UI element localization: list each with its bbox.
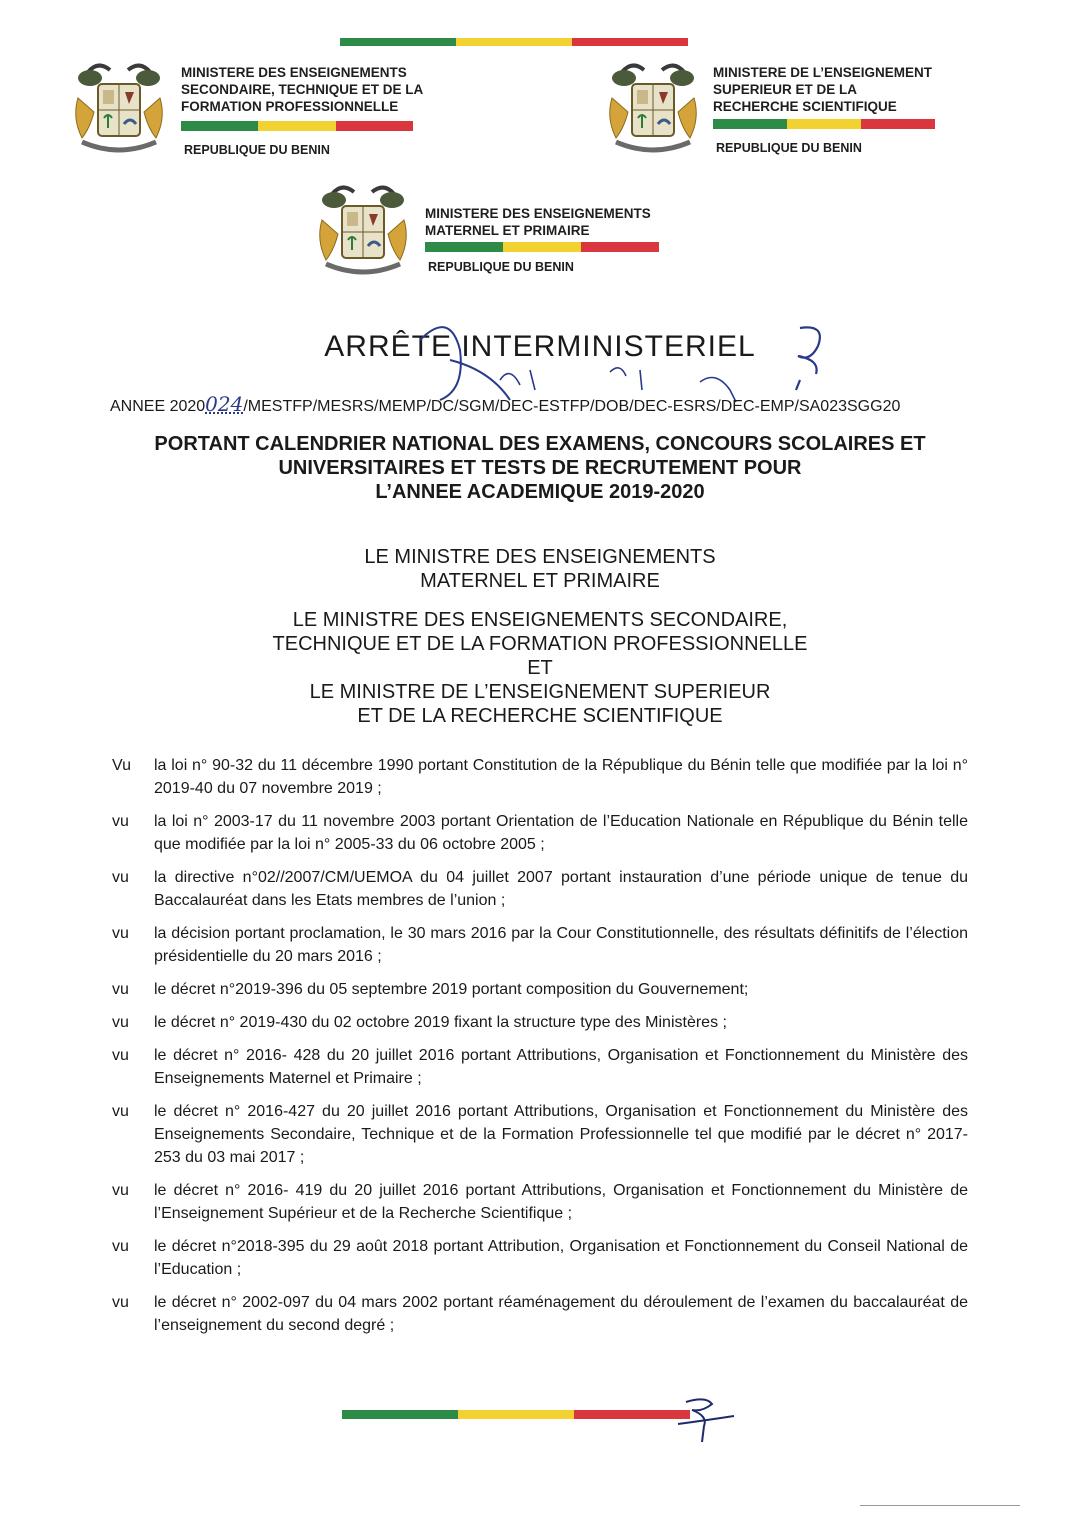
- ministry-name: MINISTERE DES ENSEIGNEMENTS MATERNEL ET PRIMAIRE: [425, 206, 651, 238]
- minister-line: MATERNEL ET PRIMAIRE: [420, 570, 660, 592]
- divider: [860, 1505, 1020, 1506]
- subject-line: UNIVERSITAIRES ET TESTS DE RECRUTEMENT POUR: [278, 457, 802, 479]
- reference-suffix: /MESTFP/MESRS/MEMP/DC/SGM/DEC-ESTFP/DOB/DEC-ESRS/DEC-EMP/SA023SGG20: [243, 398, 901, 415]
- vu-text: le décret n°2019-396 du 05 septembre 2019 portant composition du Gouvernement;: [154, 981, 749, 998]
- reference-handwritten-number: 024: [205, 392, 244, 416]
- vu-text: la décision portant proclamation, le 30 mars 2016 par la Cour Constitutionnelle, des résultats définitifs de l’élection présidentielle du 20 mars 2016 ;: [154, 925, 968, 965]
- vu-text: le décret n° 2019-430 du 02 octobre 2019 fixant la structure type des Ministères ;: [154, 1014, 727, 1031]
- minister-memp: [150, 545, 930, 593]
- bottom-flag-bar: [342, 1410, 690, 1419]
- ministry-name: MINISTERE DE L’ENSEIGNEMENT SUPERIEUR ET DE LA RECHERCHE SCIENTIFIQUE: [713, 65, 933, 114]
- republic-label: REPUBLIQUE DU BENIN: [428, 260, 574, 274]
- top-flag-bar: [340, 38, 688, 46]
- list-item: [108, 1179, 968, 1225]
- minister-conjunction: ET: [527, 657, 553, 679]
- minister-line: TECHNIQUE ET DE LA FORMATION PROFESSIONNELLE: [272, 633, 808, 655]
- vu-label: vu: [112, 869, 129, 886]
- vu-text: le décret n°2018-395 du 29 août 2018 portant Attribution, Organisation et Fonctionnement du Conseil National de l’Education ;: [154, 1238, 968, 1278]
- flag-bar: [425, 242, 659, 252]
- header-center: [425, 205, 685, 274]
- reference-number: [110, 392, 900, 416]
- minister-line: LE MINISTRE DES ENSEIGNEMENTS SECONDAIRE,: [292, 609, 788, 631]
- list-item: [108, 1044, 968, 1090]
- document-subject: [100, 432, 980, 504]
- flag-bar: [181, 121, 413, 131]
- ministry-name: MINISTERE DES ENSEIGNEMENTS SECONDAIRE, TECHNIQUE ET DE LA FORMATION PROFESSIONNELLE: [181, 65, 424, 114]
- vu-text: le décret n° 2016- 428 du 20 juillet 2016 portant Attributions, Organisation et Fonctionnement du Ministère des Enseignements Maternel et Primaire ;: [154, 1047, 968, 1087]
- vu-label: vu: [112, 1294, 129, 1311]
- list-item: [108, 978, 968, 1001]
- vu-label: vu: [112, 981, 129, 998]
- handwritten-initial-icon: [672, 1392, 742, 1448]
- subject-line: PORTANT CALENDRIER NATIONAL DES EXAMENS, CONCOURS SCOLAIRES ET: [154, 433, 926, 455]
- vu-label: vu: [112, 813, 129, 830]
- vu-label: vu: [112, 925, 129, 942]
- republic-label: REPUBLIQUE DU BENIN: [184, 143, 330, 157]
- benin-coat-of-arms-icon: [68, 58, 170, 158]
- minister-line: LE MINISTRE DES ENSEIGNEMENTS: [364, 546, 716, 568]
- vu-label: vu: [112, 1047, 129, 1064]
- vu-text: le décret n° 2016- 419 du 20 juillet 2016 portant Attributions, Organisation et Fonctionnement du Ministère de l’Enseignement Supérieur et de la Recherche Scientifique ;: [154, 1182, 968, 1222]
- list-item: [108, 866, 968, 912]
- minister-line: ET DE LA RECHERCHE SCIENTIFIQUE: [357, 705, 723, 727]
- benin-coat-of-arms-icon: [312, 180, 414, 280]
- vu-text: le décret n° 2016-427 du 20 juillet 2016 portant Attributions, Organisation et Fonctionnement du Ministère des Enseignements Secondaire, Technique et de la Formation Professionnelle tel que modifié par le décret n° 2017-253 du 03 mai 2017 ;: [154, 1103, 968, 1166]
- header-left: [181, 64, 441, 157]
- list-item: [108, 1235, 968, 1281]
- vu-text: le décret n° 2002-097 du 04 mars 2002 portant réaménagement du déroulement de l’examen du baccalauréat de l’enseignement du second degré ;: [154, 1294, 968, 1334]
- benin-coat-of-arms-icon: [602, 58, 704, 158]
- vu-text: la directive n°02//2007/CM/UEMOA du 04 juillet 2007 portant instauration d’une période unique de tenue du Baccalauréat dans les Etats membres de l’union ;: [154, 869, 968, 909]
- vu-label: vu: [112, 1103, 129, 1120]
- legal-references-list: [108, 754, 968, 1347]
- document-title: ARRÊTE INTERMINISTERIEL: [324, 330, 756, 363]
- header-right: [713, 64, 973, 155]
- minister-mestfp: [150, 608, 930, 728]
- vu-label: Vu: [112, 757, 131, 774]
- minister-line: LE MINISTRE DE L’ENSEIGNEMENT SUPERIEUR: [309, 681, 771, 703]
- list-item: [108, 1011, 968, 1034]
- list-item: [108, 922, 968, 968]
- list-item: [108, 810, 968, 856]
- flag-bar: [713, 119, 935, 129]
- reference-prefix: ANNEE 2020: [110, 398, 206, 415]
- list-item: [108, 1100, 968, 1169]
- vu-label: vu: [112, 1014, 129, 1031]
- republic-label: REPUBLIQUE DU BENIN: [716, 141, 862, 155]
- list-item: [108, 1291, 968, 1337]
- vu-text: la loi n° 2003-17 du 11 novembre 2003 portant Orientation de l’Education Nationale en République du Bénin telle que modifiée par la loi n° 2005-33 du 06 octobre 2005 ;: [154, 813, 968, 853]
- subject-line: L’ANNEE ACADEMIQUE 2019-2020: [375, 481, 705, 503]
- vu-label: vu: [112, 1238, 129, 1255]
- vu-label: vu: [112, 1182, 129, 1199]
- vu-text: la loi n° 90-32 du 11 décembre 1990 portant Constitution de la République du Bénin telle que modifiée par la loi n° 2019-40 du 07 novembre 2019 ;: [154, 757, 968, 797]
- list-item: [108, 754, 968, 800]
